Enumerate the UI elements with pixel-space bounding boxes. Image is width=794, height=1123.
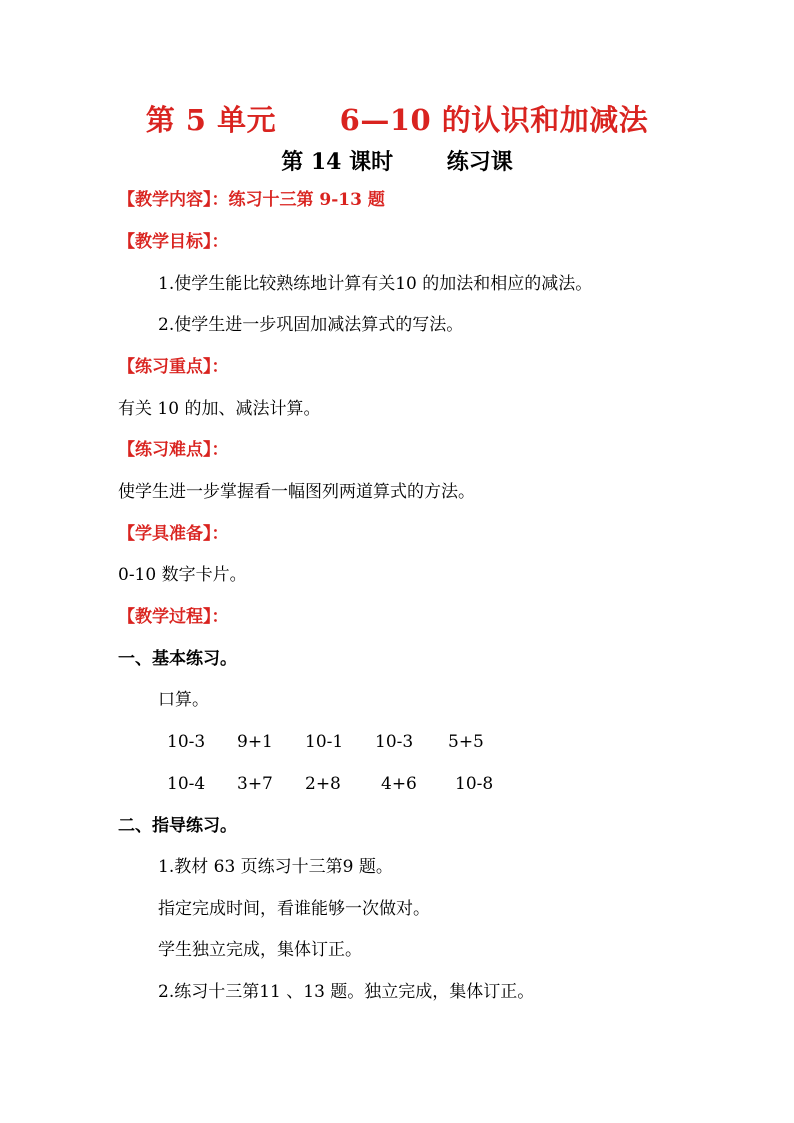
section-1-heading: 一、基本练习。 xyxy=(118,649,237,669)
teaching-content-line xyxy=(118,188,385,212)
mental-math-intro: 口算。 xyxy=(158,690,209,710)
section-2-heading: 二、指导练习。 xyxy=(118,816,237,836)
goal-item-2: 2.使学生进一步巩固加减法算式的写法。 xyxy=(158,315,464,335)
calc-r1-c3: 10-1 xyxy=(305,732,344,752)
teaching-content-value: 练习十三第 9-13 题 xyxy=(228,190,385,210)
goal-item-1: 1.使学生能比较熟练地计算有关10 的加法和相应的减法。 xyxy=(158,274,593,294)
materials-label: 【学具准备】： xyxy=(118,524,229,544)
calc-r2-c1: 10-4 xyxy=(167,774,206,794)
calc-r2-c4: 4+6 xyxy=(381,774,417,794)
practice-focus-label: 【练习重点】： xyxy=(118,357,229,377)
calc-r1-c1: 10-3 xyxy=(167,732,206,752)
section-2-line-4: 2.练习十三第11 、13 题。独立完成，集体订正。 xyxy=(158,982,535,1002)
teaching-goals-label: 【教学目标】： xyxy=(118,232,229,252)
calc-r2-c3: 2+8 xyxy=(305,774,341,794)
unit-title: 第 5 单元 6—10 的认识和加减法 xyxy=(145,103,649,137)
section-2-line-3: 学生独立完成，集体订正。 xyxy=(158,940,362,960)
calc-r1-c2: 9+1 xyxy=(237,732,273,752)
lesson-subtitle: 第 14 课时 练习课 xyxy=(281,149,513,175)
calc-r2-c5: 10-8 xyxy=(455,774,494,794)
teaching-process-label: 【教学过程】： xyxy=(118,607,229,627)
section-2-line-1: 1.教材 63 页练习十三第9 题。 xyxy=(158,857,393,877)
practice-focus-text: 有关 10 的加、减法计算。 xyxy=(118,399,321,419)
calc-r1-c5: 5+5 xyxy=(448,732,484,752)
calc-r2-c2: 3+7 xyxy=(237,774,273,794)
practice-difficulty-text: 使学生进一步掌握看一幅图列两道算式的方法。 xyxy=(118,482,475,502)
materials-text: 0-10 数字卡片。 xyxy=(118,565,247,585)
calc-r1-c4: 10-3 xyxy=(375,732,414,752)
teaching-content-label: 【教学内容】： xyxy=(118,190,229,210)
section-2-line-2: 指定完成时间，看谁能够一次做对。 xyxy=(158,899,430,919)
practice-difficulty-label: 【练习难点】： xyxy=(118,440,229,460)
